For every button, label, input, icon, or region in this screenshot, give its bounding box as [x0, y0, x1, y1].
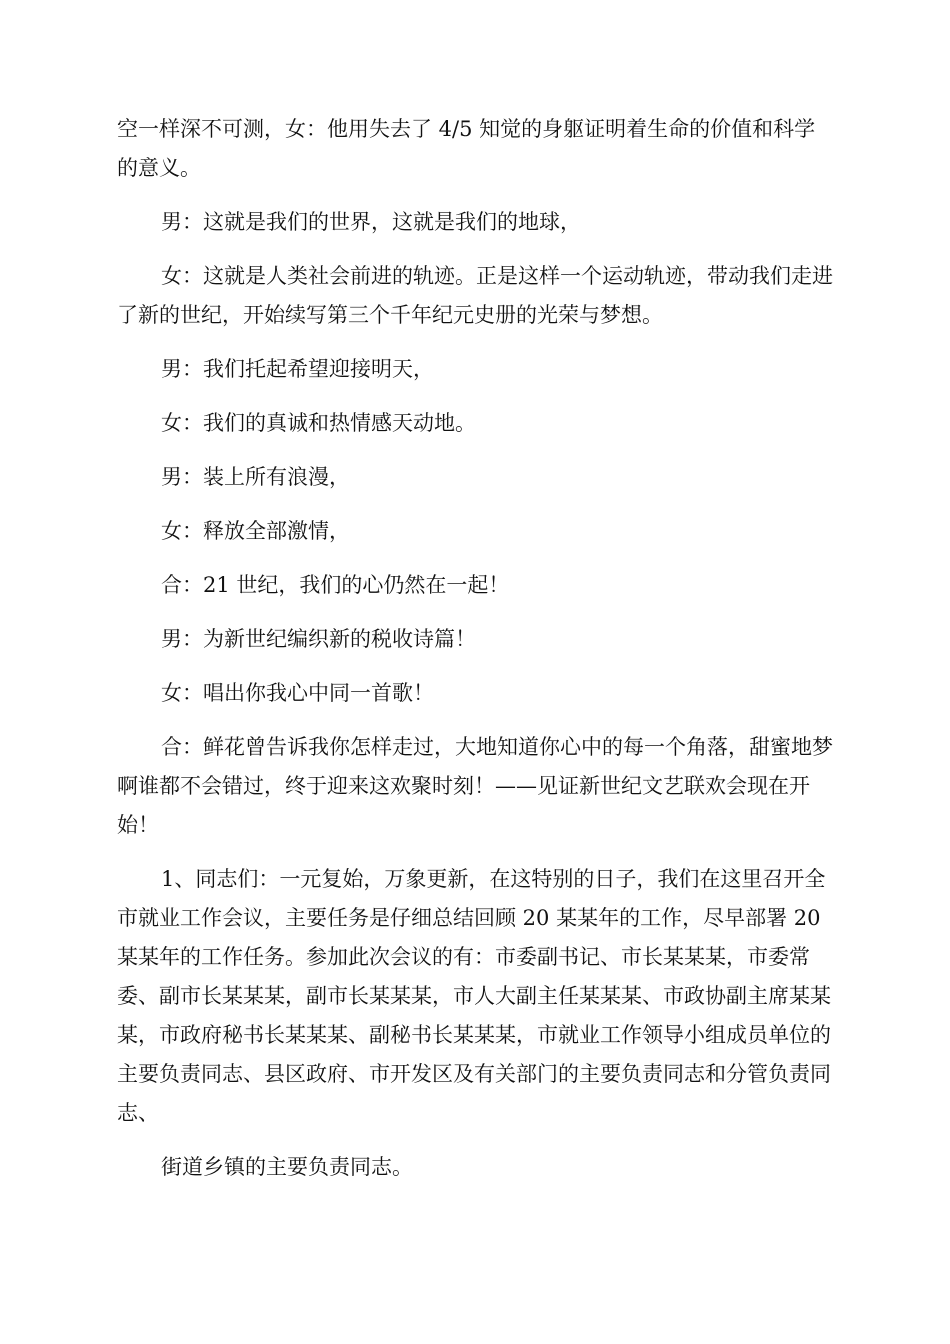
document-body	[117, 110, 833, 1202]
paragraph-2: 男：这就是我们的世界，这就是我们的地球，	[161, 210, 581, 234]
paragraph-1: 空一样深不可测，女：他用失去了 4/5 知觉的身躯证明着生命的价值和科学的意义。	[117, 117, 816, 180]
paragraph-13: 街道乡镇的主要负责同志。	[161, 1155, 413, 1179]
paragraph-9: 男：为新世纪编织新的税收诗篇！	[161, 627, 476, 651]
paragraph-6: 男：装上所有浪漫，	[161, 465, 350, 489]
paragraph-12: 1、同志们：一元复始，万象更新，在这特别的日子，我们在这里召开全市就业工作会议，主要任务是仔细总结回顾 20 某某年的工作，尽早部署 20 某某年的工作任务。参加此次会议的有：市委副书记、市长某某某，市委常委、副市长某某某，副市长某某某，市人大副主任某某某、市政协副主席某某某，市政府秘书长某某某、副秘书长某某某，市就业工作领导小组成员单位的主要负责同志、县区政府、市开发区及有关部门的主要负责同志和分管负责同志、	[117, 867, 831, 1125]
paragraph-10: 女：唱出你我心中同一首歌！	[161, 681, 434, 705]
paragraph-4: 男：我们托起希望迎接明天，	[161, 357, 434, 381]
paragraph-11: 合：鲜花曾告诉我你怎样走过，大地知道你心中的每一个角落，甜蜜地梦啊谁都不会错过，终于迎来这欢聚时刻！——见证新世纪文艺联欢会现在开始！	[117, 735, 833, 837]
paragraph-3: 女：这就是人类社会前进的轨迹。正是这样一个运动轨迹，带动我们走进了新的世纪，开始续写第三个千年纪元史册的光荣与梦想。	[117, 264, 833, 327]
paragraph-8: 合：21 世纪，我们的心仍然在一起！	[161, 573, 510, 597]
paragraph-7: 女：释放全部激情，	[161, 519, 350, 543]
paragraph-5: 女：我们的真诚和热情感天动地。	[161, 411, 476, 435]
